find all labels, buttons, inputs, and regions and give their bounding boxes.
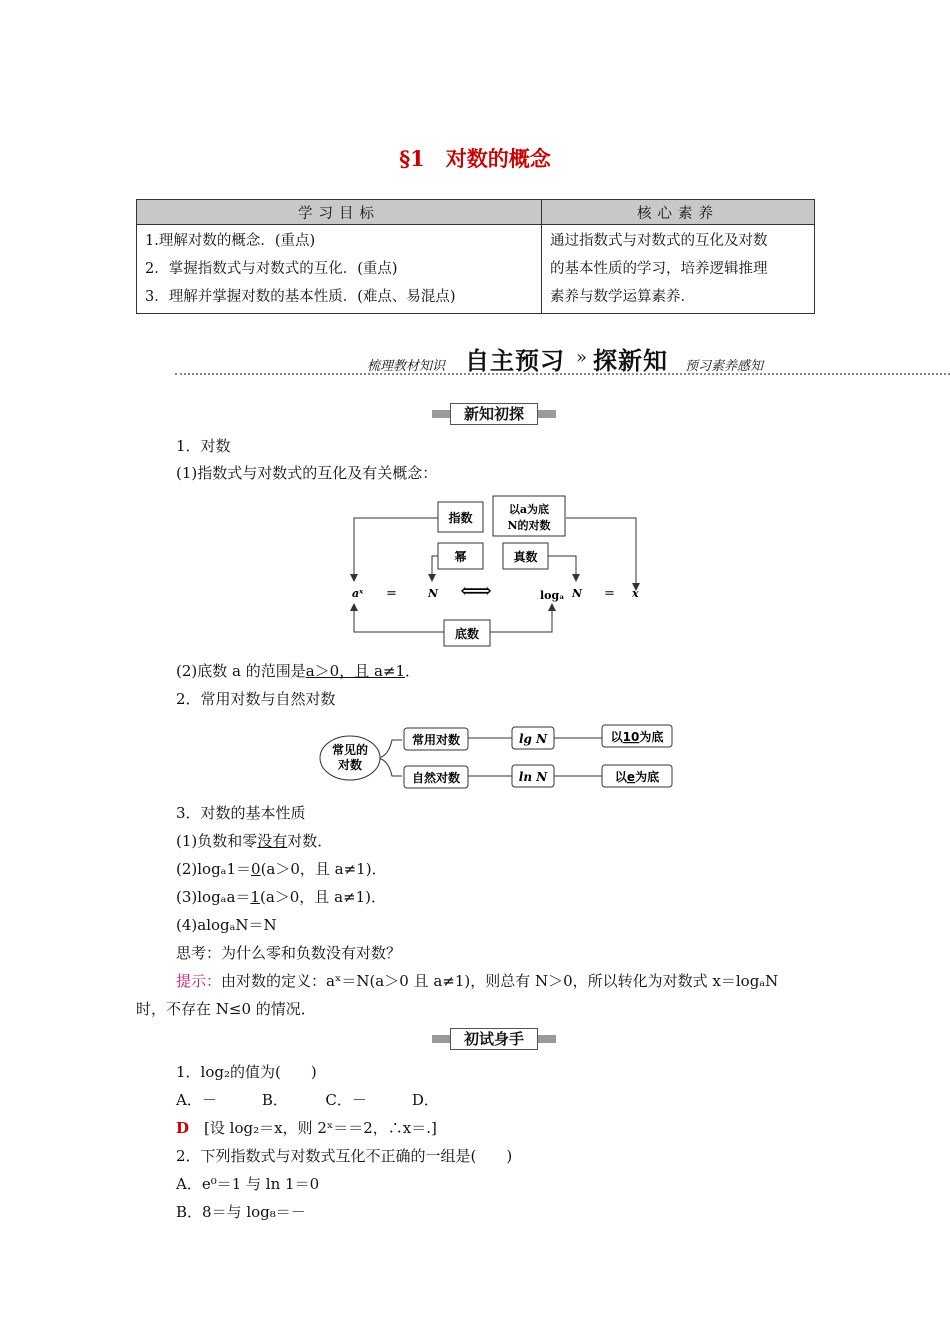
property-3: (3)logₐa＝1(a＞0，且 a≠1)． bbox=[176, 888, 386, 906]
answer-base-range: a＞0，且 a≠1 bbox=[305, 662, 406, 680]
answer-one: 1 bbox=[250, 888, 260, 906]
formula-ax: aˣ bbox=[352, 587, 364, 600]
formula-eq-1: ＝ bbox=[386, 587, 397, 600]
question-2-option-a: A．e⁰＝1 与 ln 1＝0 bbox=[176, 1175, 320, 1193]
property-4: (4)alogₐN＝N bbox=[176, 916, 277, 934]
banner-title-1: 自主预习 bbox=[465, 347, 565, 375]
heading-common-natural: 2．常用对数与自然对数 bbox=[176, 690, 336, 708]
answer-letter: D bbox=[176, 1119, 190, 1137]
double-chevron-icon: » bbox=[576, 347, 588, 368]
formula-log: logₐ bbox=[540, 589, 565, 602]
para-conversion: (1)指数式与对数式的互化及有关概念： bbox=[176, 464, 438, 482]
goal-item: 3．理解并掌握对数的基本性质．(难点、易混点) bbox=[145, 289, 456, 305]
hint-line: 提示：由对数的定义：aˣ＝N(a＞0 且 a≠1)，则总有 N＞0，所以转化为对数式 x＝logₐN bbox=[176, 972, 779, 990]
banner-title-2: 探新知 bbox=[593, 347, 668, 375]
goal-item: 1.理解对数的概念．(重点) bbox=[145, 233, 316, 249]
common-log-label: 常用对数 bbox=[411, 733, 461, 747]
question-1-solution: D [设 log₂＝x，则 2ˣ＝＝2，∴x＝.] bbox=[176, 1119, 437, 1137]
formula-N-2: N bbox=[572, 587, 583, 600]
iff-icon: ⟺ bbox=[460, 579, 492, 604]
formula-eq-2: ＝ bbox=[604, 587, 615, 600]
log-box-line2: N的对数 bbox=[507, 519, 551, 532]
section-heading-trial: 初试身手 bbox=[432, 1028, 556, 1050]
banner-left-caption: 梳理教材知识 bbox=[367, 359, 446, 374]
lnN-label: ln N bbox=[518, 770, 548, 784]
question-1: 1．log₂的值为( ) bbox=[176, 1063, 317, 1081]
question-1-options: A．－ B． C．－ D． bbox=[176, 1091, 439, 1109]
heading-properties: 3．对数的基本性质 bbox=[176, 804, 306, 822]
goal-item: 2．掌握指数式与对数式的互化．(重点) bbox=[145, 261, 398, 277]
log-concept-diagram bbox=[340, 492, 650, 652]
goals-header-right: 核心素养 bbox=[542, 200, 815, 225]
section-banner bbox=[175, 343, 950, 379]
goals-table bbox=[136, 199, 815, 314]
think-question: 思考：为什么零和负数没有对数？ bbox=[176, 944, 402, 962]
exponent-label: 指数 bbox=[448, 511, 473, 525]
formula-x: x bbox=[632, 587, 639, 600]
base-10-label: 以10为底 bbox=[610, 730, 664, 744]
natural-log-label: 自然对数 bbox=[411, 771, 461, 785]
hint-label: 提示： bbox=[176, 972, 222, 990]
power-label: 幂 bbox=[454, 550, 467, 564]
base-range: (2)底数 a 的范围是a＞0，且 a≠1． bbox=[176, 662, 421, 680]
core-line: 素养与数学运算素养． bbox=[550, 289, 695, 305]
core-line: 通过指数式与对数式的互化及对数 bbox=[550, 233, 768, 249]
answer-no-log: 没有 bbox=[257, 832, 288, 850]
svg-text:对数: 对数 bbox=[337, 758, 363, 772]
banner-right-caption: 预习素养感知 bbox=[685, 359, 764, 374]
log-box-line1: 以a为底 bbox=[508, 503, 550, 516]
question-2-option-b: B．8＝与 log₈＝－ bbox=[176, 1203, 306, 1221]
svg-text:常见的: 常见的 bbox=[331, 743, 369, 757]
question-2: 2．下列指数式与对数式互化不正确的一组是( ) bbox=[176, 1147, 513, 1165]
heading-logarithm: 1．对数 bbox=[176, 437, 231, 455]
formula-N-1: N bbox=[428, 587, 439, 600]
lgN-label: lg N bbox=[518, 732, 548, 746]
log-types-tree bbox=[316, 722, 680, 790]
property-1: (1)负数和零没有对数． bbox=[176, 832, 333, 850]
page-title: §1 对数的概念 bbox=[399, 146, 551, 171]
base-label: 底数 bbox=[454, 627, 480, 641]
core-line: 的基本性质的学习，培养逻辑推理 bbox=[550, 261, 768, 277]
section-heading-new-knowledge: 新知初探 bbox=[432, 403, 556, 425]
true-number-label: 真数 bbox=[513, 550, 538, 564]
goals-header-left: 学习目标 bbox=[137, 200, 542, 225]
hint-line-2: 时，不存在 N≤0 的情况． bbox=[136, 1000, 316, 1018]
property-2: (2)logₐ1＝0(a＞0，且 a≠1)． bbox=[176, 860, 387, 878]
base-e-label: 以e为底 bbox=[614, 770, 660, 784]
answer-zero: 0 bbox=[251, 860, 261, 878]
